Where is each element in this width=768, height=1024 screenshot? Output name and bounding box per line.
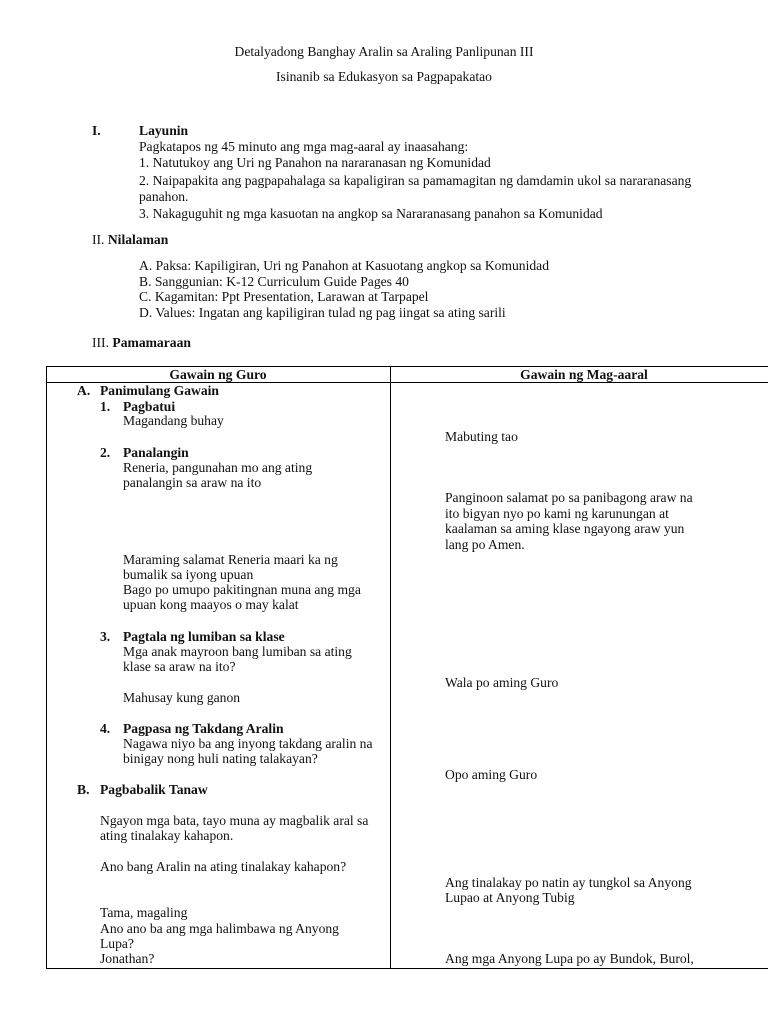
teacher-text: Nagawa niyo ba ang inyong takdang aralin na [123,736,373,751]
document-subtitle: Isinanib sa Edukasyon sa Pagpapakatao [276,69,492,84]
section2-numeral: II. [92,232,105,247]
objective-2-cont: panahon. [139,189,189,204]
content-item-a: A. Paksa: Kapiligiran, Uri ng Panahon at Kasuotang angkop sa Komunidad [139,258,550,273]
step4-title: Pagpasa ng Takdang Aralin [123,721,284,736]
teacher-text: Ngayon mga bata, tayo muna ay magbalik aral sa [100,813,369,828]
student-text: Ang mga Anyong Lupa po ay Bundok, Burol, [445,951,694,966]
teacher-text: Tama, magaling [100,905,188,920]
step3-number: 3. [100,629,111,644]
student-text: Opo aming Guro [445,767,538,782]
teacher-text: Mahusay kung ganon [123,690,241,705]
section1-numeral: I. [92,123,101,138]
teacher-text: panalangin sa araw na ito [123,475,262,490]
student-text: Lupao at Anyong Tubig [445,890,575,905]
teacher-text: Ano ano ba ang mga halimbawa ng Anyong [100,921,339,936]
content-item-d: D. Values: Ingatan ang kapiligiran tulad ng pag iingat sa ating sarili [139,305,506,320]
step2-number: 2. [100,445,111,460]
teacher-text: binigay nong huli nating talakayan? [123,751,318,766]
table-column-divider [390,366,391,969]
teacher-text: Lupa? [100,936,134,951]
student-text: Wala po aming Guro [445,675,559,690]
content-item-b: B. Sanggunian: K-12 Curriculum Guide Pages 40 [139,274,409,289]
step1-number: 1. [100,399,111,414]
student-text: ito bigyan nyo po kami ng karunungan at [445,506,669,521]
teacher-text: Jonathan? [100,951,155,966]
teacher-text: Mga anak mayroon bang lumiban sa ating [123,644,352,659]
teacher-text: upuan kong maayos o may kalat [123,597,299,612]
header-teacher-activity: Gawain ng Guro [169,367,267,382]
step1-title: Pagbatui [123,399,176,414]
teacher-text: Reneria, pangunahan mo ang ating [123,460,313,475]
teacher-text: Magandang buhay [123,413,224,428]
step3-title: Pagtala ng lumiban sa klase [123,629,285,644]
student-text: Mabuting tao [445,429,518,444]
objective-1: 1. Natutukoy ang Uri ng Panahon na nararanasan ng Komunidad [139,155,491,170]
section1-heading: Layunin [139,123,189,138]
section3-numeral: III. [92,335,109,350]
partA-title: Panimulang Gawain [100,383,219,398]
student-text: Panginoon salamat po sa panibagong araw na [445,490,693,505]
teacher-text: klase sa araw na ito? [123,659,236,674]
content-item-c: C. Kagamitan: Ppt Presentation, Larawan at Tarpapel [139,289,429,304]
section1-intro: Pagkatapos ng 45 minuto ang mga mag-aaral ay inaasahang: [139,139,469,154]
student-text: lang po Amen. [445,537,525,552]
step2-title: Panalangin [123,445,189,460]
teacher-text: Maraming salamat Reneria maari ka ng [123,552,338,567]
document-title: Detalyadong Banghay Aralin sa Araling Panlipunan III [234,44,534,59]
teacher-text: Bago po umupo pakitingnan muna ang mga [123,582,361,597]
header-student-activity: Gawain ng Mag-aaral [520,367,648,382]
teacher-text: bumalik sa iyong upuan [123,567,254,582]
section2-heading: Nilalaman [107,232,169,247]
partA-letter: A. [77,383,91,398]
section3-label [92,335,191,351]
section3-heading: Pamamaraan [112,335,191,350]
partB-letter: B. [77,782,90,797]
section2-label [92,232,168,248]
teacher-text: ating tinalakay kahapon. [100,828,234,843]
objective-3: 3. Nakaguguhit ng mga kasuotan na angkop sa Nararanasang panahon sa Komunidad [139,206,603,221]
student-text: kaalaman sa aming klase ngayong araw yun [445,521,685,536]
student-text: Ang tinalakay po natin ay tungkol sa Anyong [445,875,692,890]
objective-2: 2. Naipapakita ang pagpapahalaga sa kapaligiran sa pamamagitan ng damdamin ukol sa nararanasang [139,173,692,188]
teacher-text: Ano bang Aralin na ating tinalakay kahapon? [100,859,347,874]
partB-title: Pagbabalik Tanaw [100,782,208,797]
step4-number: 4. [100,721,111,736]
